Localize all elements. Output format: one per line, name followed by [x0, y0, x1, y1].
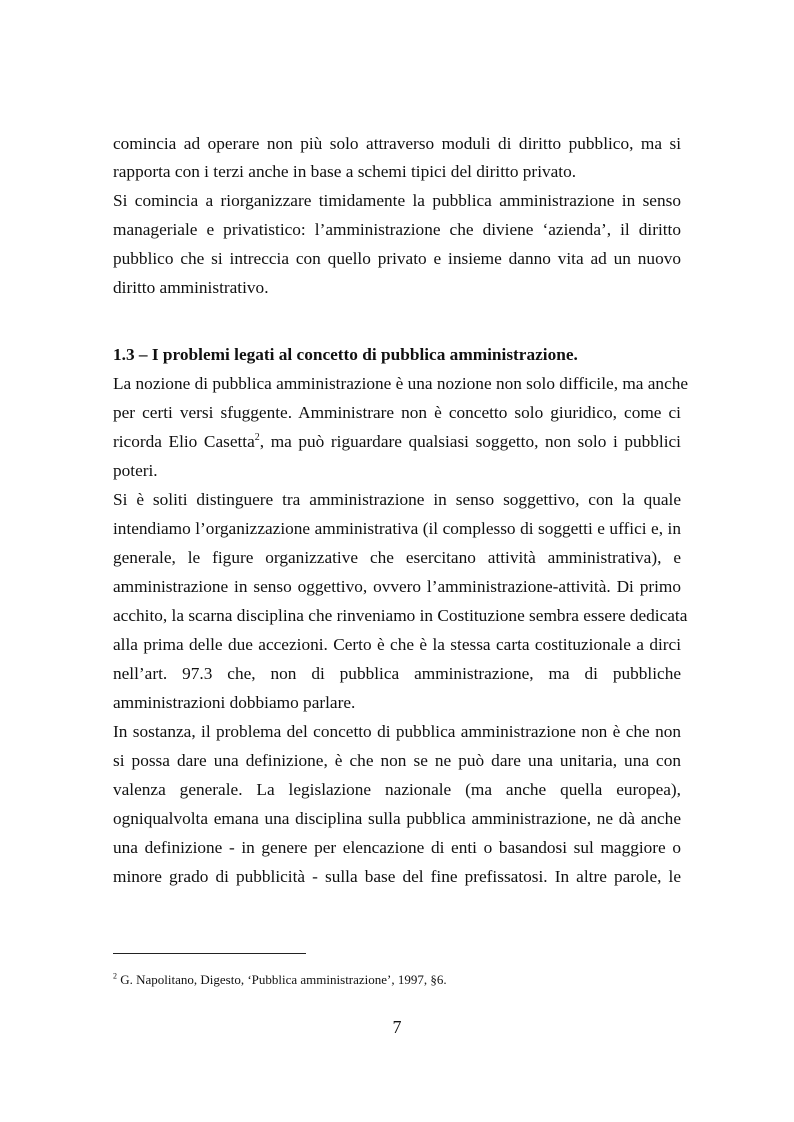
text-line: ogniqualvolta emana una disciplina sulla pubblica amministrazione, ne dà anche: [113, 809, 681, 828]
section-heading: 1.3 – I problemi legati al concetto di pubblica amministrazione.: [113, 345, 578, 364]
page-number: 7: [392, 1017, 402, 1037]
text-line: amministrazione in senso oggettivo, ovvero l’amministrazione-attività. Di primo: [113, 577, 681, 596]
footnote-text: G. Napolitano, Digesto, ‘Pubblica amministrazione’, 1997, §6.: [117, 972, 447, 987]
text-line: Si è soliti distinguere tra amministrazione in senso soggettivo, con la quale: [113, 490, 681, 509]
text-line: manageriale e privatistico: l’amministrazione che diviene ‘azienda’, il diritto: [113, 220, 681, 239]
text-line: si possa dare una definizione, è che non se ne può dare una unitaria, una con: [113, 751, 681, 770]
text-line: nell’art. 97.3 che, non di pubblica amministrazione, ma di pubbliche: [113, 664, 681, 683]
text-line: una definizione - in genere per elencazione di enti o basandosi sul maggiore o: [113, 838, 681, 857]
text-line: comincia ad operare non più solo attraverso moduli di diritto pubblico, ma si: [113, 134, 681, 153]
text-line: La nozione di pubblica amministrazione è una nozione non solo difficile, ma anche: [113, 374, 689, 393]
text-line-with-footnote: [113, 432, 681, 452]
text-line: minore grado di pubblicità - sulla base del fine prefissatosi. In altre parole, le: [113, 867, 681, 886]
text-line: acchito, la scarna disciplina che rinveniamo in Costituzione sembra essere dedicata: [113, 606, 688, 625]
text-line: In sostanza, il problema del concetto di pubblica amministrazione non è che non: [113, 722, 681, 741]
footnote-reference[interactable]: 2: [254, 432, 260, 444]
text-line: generale, le figure organizzative che esercitano attività amministrativa), e: [113, 548, 681, 567]
text-line: alla prima delle due accezioni. Certo è che è la stessa carta costituzionale a dirci: [113, 635, 681, 654]
text-line: intendiamo l’organizzazione amministrativa (il complesso di soggetti e uffici e, in: [113, 519, 681, 538]
text-line: rapporta con i terzi anche in base a schemi tipici del diritto privato.: [113, 162, 577, 181]
text-line: per certi versi sfuggente. Amministrare non è concetto solo giuridico, come ci: [113, 403, 681, 422]
text-line: pubblico che si intreccia con quello privato e insieme danno vita ad un nuovo: [113, 249, 681, 268]
text-line: diritto amministrativo.: [113, 278, 269, 297]
text-line: valenza generale. La legislazione nazionale (ma anche quella europea),: [113, 780, 681, 799]
text-fragment: ricorda Elio Casetta: [113, 432, 255, 451]
footnote-number: 2: [113, 971, 117, 981]
footnote-separator: [113, 953, 306, 954]
text-line: amministrazioni dobbiamo parlare.: [113, 693, 356, 712]
footnote: [113, 972, 447, 988]
text-line: poteri.: [113, 461, 158, 480]
text-fragment: , ma può riguardare qualsiasi soggetto, non solo i pubblici: [259, 432, 681, 451]
text-line: Si comincia a riorganizzare timidamente la pubblica amministrazione in senso: [113, 191, 681, 210]
